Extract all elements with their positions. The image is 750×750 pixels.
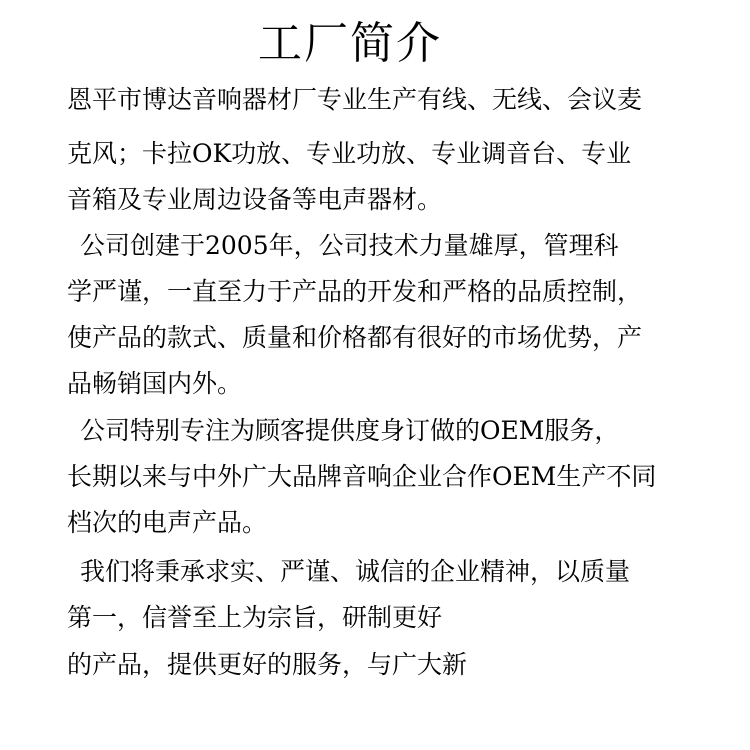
paragraph-line-10: 档次的电声产品。 [67, 508, 268, 537]
paragraph-line-6: 使产品的款式、质量和价格都有很好的市场优势，产 [67, 323, 643, 352]
paragraph-line-2: 克风；卡拉OK功放、专业功放、专业调音台、专业 [67, 139, 632, 168]
paragraph-line-8: 公司特别专注为顾客提供度身订做的OEM服务， [80, 416, 620, 445]
paragraph-line-9: 长期以来与中外广大品牌音响企业合作OEM生产不同 [67, 462, 657, 491]
paragraph-line-13: 的产品，提供更好的服务，与广大新 [67, 650, 468, 679]
paragraph-line-5: 学严谨，一直至力于产品的开发和严格的品质控制， [67, 277, 643, 306]
paragraph-line-11: 我们将秉承求实、严谨、诚信的企业精神，以质量 [80, 557, 631, 586]
paragraph-line-12: 第一，信誉至上为宗旨，研制更好 [67, 603, 443, 632]
paragraph-line-3: 音箱及专业周边设备等电声器材。 [67, 185, 443, 214]
paragraph-line-4: 公司创建于2005年，公司技术力量雄厚，管理科 [80, 231, 619, 260]
paragraph-line-1: 恩平市博达音响器材厂专业生产有线、无线、会议麦 [67, 85, 643, 114]
page-title: 工厂简介 [258, 18, 442, 69]
paragraph-line-7: 品畅销国内外。 [67, 369, 243, 398]
